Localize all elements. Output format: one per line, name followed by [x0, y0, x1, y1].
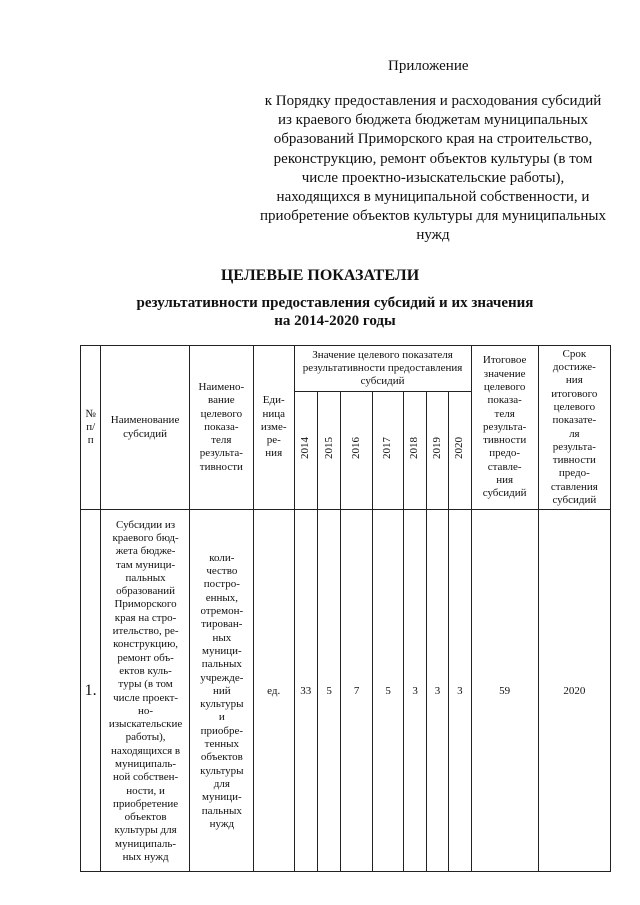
header-deadline-text	[539, 348, 610, 508]
header-deadline	[538, 346, 610, 510]
row-value-2014	[294, 510, 317, 872]
header-line: результа-	[483, 420, 527, 433]
text-line: культуры	[200, 698, 244, 711]
header-line: ля	[569, 427, 580, 440]
header-line: результа-	[552, 440, 596, 453]
year-label: 2017	[381, 437, 394, 460]
text-line: пальных	[125, 571, 166, 584]
text-line: культуры для	[114, 824, 177, 837]
year-label: 2016	[349, 437, 362, 460]
header-line: ния	[265, 447, 283, 460]
appendix-line: находящихся в муниципальной собственности, и	[276, 189, 590, 206]
text-line: учрежде-	[200, 671, 244, 684]
header-line: ставления	[550, 480, 598, 493]
text-line: чество	[206, 565, 238, 578]
header-num-line: п/	[86, 420, 96, 433]
row-indicator-name	[189, 510, 253, 872]
text-line: находящихся в	[111, 744, 181, 757]
header-line: достиже-	[552, 361, 596, 374]
text-line: нужд	[209, 817, 235, 830]
header-line: тивности	[199, 460, 243, 473]
text-line: числе проект-	[113, 691, 179, 704]
header-line: вание	[208, 394, 235, 407]
text-line: тирован-	[201, 618, 243, 631]
text-line: приобретение	[113, 797, 179, 810]
text-line: изыскательские	[108, 718, 183, 731]
text-line: объектов	[124, 811, 167, 824]
deadline-value: 2020	[563, 684, 586, 697]
row-deadline	[538, 510, 610, 872]
text-line: пальных	[201, 658, 242, 671]
header-line: целевого	[200, 407, 243, 420]
header-line: предо-	[558, 467, 590, 480]
row-value-2019	[426, 510, 448, 872]
header-line: Срок	[562, 347, 587, 360]
appendix-line: реконструкцию, ремонт объектов культуры (в том	[273, 150, 593, 167]
text-line: Субсидии из	[116, 518, 176, 531]
row-total	[471, 510, 538, 872]
total-value: 59	[499, 684, 511, 697]
header-year	[426, 392, 448, 510]
header-line: Наимено-	[198, 380, 245, 393]
row-value-2018	[404, 510, 426, 872]
header-line: изме-	[260, 420, 287, 433]
text-line: ной собствен-	[112, 771, 179, 784]
header-line: субсидий	[552, 493, 597, 506]
year-label: 2015	[322, 437, 335, 460]
header-num	[81, 346, 101, 510]
header-subsidy-name-text	[101, 414, 188, 441]
header-line: тивности	[552, 454, 596, 467]
text-line: отремон-	[200, 605, 244, 618]
header-year	[317, 392, 340, 510]
text-line: муници-	[202, 644, 242, 657]
header-line: ставле-	[487, 460, 522, 473]
header-line: целевого	[483, 380, 526, 393]
header-line: Итоговое	[482, 354, 527, 367]
header-value-group	[294, 346, 471, 392]
header-num-text	[81, 408, 100, 448]
header-line: результа-	[199, 447, 243, 460]
header-line: показате-	[552, 414, 597, 427]
row-value-2017	[372, 510, 404, 872]
year-value: 33	[300, 684, 312, 697]
text-line: ний	[213, 684, 231, 697]
header-year	[404, 392, 426, 510]
text-line: ных нужд	[122, 851, 169, 864]
table-row	[81, 510, 611, 872]
appendix-line: нужд	[416, 227, 450, 244]
header-line: ния	[496, 474, 514, 487]
text-line: но-	[138, 704, 154, 717]
header-subsidy-name	[101, 346, 189, 510]
unit-value: ед.	[267, 684, 281, 697]
text-line: ности, и	[126, 784, 165, 797]
header-unit	[253, 346, 294, 510]
text-line: приобре-	[200, 724, 244, 737]
header-line: теля	[494, 407, 515, 420]
appendix-line: к Порядку предоставления и расходования субсидий	[264, 93, 602, 109]
row-subsidy-name	[101, 510, 189, 872]
appendix-line: из краевого бюджета бюджетам муниципальных	[277, 112, 588, 129]
year-value: 5	[385, 684, 391, 697]
header-year	[294, 392, 317, 510]
header-line: целевого	[553, 400, 596, 413]
text-line: ных	[212, 631, 232, 644]
text-line: муници-	[202, 791, 242, 804]
header-line: предо-	[489, 447, 521, 460]
year-value: 5	[326, 684, 332, 697]
header-num-line: п	[87, 434, 94, 447]
text-line: ектов куль-	[119, 664, 172, 677]
text-line: культуры	[200, 764, 244, 777]
header-line: Еди-	[262, 394, 285, 407]
text-line: объектов	[200, 751, 243, 764]
text-line: образований	[116, 585, 175, 598]
appendix-line: приобретение объектов культуры для муниципальных	[260, 208, 606, 225]
header-num-line: №	[85, 407, 96, 420]
text-line: конструкцию,	[113, 638, 179, 651]
year-value: 7	[353, 684, 360, 697]
row-value-2016	[341, 510, 373, 872]
year-label: 2014	[299, 437, 312, 460]
appendix-line: образований Приморского края на строительство,	[273, 131, 593, 148]
indicators-table	[80, 345, 611, 872]
text-line: краевого бюд-	[112, 531, 179, 544]
text-line: работы),	[125, 731, 166, 744]
text-line: туры (в том	[118, 678, 173, 691]
text-line: муниципаль-	[115, 837, 177, 850]
header-year	[449, 392, 471, 510]
header-line: ния	[565, 374, 583, 387]
year-value: 3	[412, 684, 418, 697]
appendix-line: числе проектно-изыскательские работы),	[301, 169, 565, 186]
header-total-text	[472, 354, 538, 500]
document-title: ЦЕЛЕВЫЕ ПОКАЗАТЕЛИ	[220, 267, 420, 284]
header-unit-text	[254, 394, 294, 460]
row-value-2020	[449, 510, 471, 872]
table-header-row	[81, 346, 611, 392]
year-label: 2020	[453, 437, 466, 460]
header-line: ре-	[266, 434, 281, 447]
header-line: субсидий	[482, 487, 527, 500]
header-line: теля	[211, 434, 232, 447]
subtitle-line: результативности предоставления субсидий и их значения	[136, 295, 534, 311]
year-label: 2018	[408, 437, 421, 460]
header-year	[341, 392, 373, 510]
text-line: для	[213, 777, 230, 790]
header-year	[372, 392, 404, 510]
text-line: ремонт объ-	[117, 651, 174, 664]
header-line: итогового	[551, 387, 598, 400]
text-line: и	[218, 711, 225, 724]
subtitle-line: на 2014-2020 годы	[274, 313, 396, 329]
header-line: Значение целевого показателя	[312, 348, 453, 361]
header-indicator-name-text	[190, 381, 253, 474]
header-line: Наименование	[110, 414, 180, 427]
text-line: коли-	[209, 551, 235, 564]
text-line: тенных	[204, 738, 240, 751]
text-line: там муници-	[115, 558, 176, 571]
header-value-group-text	[295, 349, 471, 389]
row-value-2015	[317, 510, 340, 872]
year-value: 3	[434, 684, 441, 697]
text-line: пальных	[201, 804, 242, 817]
header-line: результативности предоставления	[302, 361, 463, 374]
text-line: енных,	[205, 591, 238, 604]
text-line: муниципаль-	[115, 757, 177, 770]
row-unit	[253, 510, 294, 872]
header-total	[471, 346, 538, 510]
header-line: субсидий	[123, 427, 167, 440]
text-line: постро-	[203, 578, 240, 591]
header-line: ница	[262, 407, 285, 420]
header-line: субсидий	[360, 375, 405, 388]
text-line: Приморского	[114, 598, 177, 611]
text-line: жета бюдже-	[115, 545, 176, 558]
year-value: 3	[457, 684, 463, 697]
year-label: 2019	[430, 437, 443, 460]
appendix-text	[255, 92, 611, 246]
row-number: 1.	[81, 510, 101, 872]
header-line: показа-	[487, 394, 522, 407]
header-line: показа-	[204, 420, 239, 433]
header-line: значение	[483, 367, 526, 380]
text-line: ительство, ре-	[112, 625, 179, 638]
text-line: края на стро-	[114, 611, 177, 624]
appendix-label: Приложение	[388, 58, 469, 74]
document-subtitle	[120, 294, 550, 330]
header-indicator-name	[189, 346, 253, 510]
header-line: тивности	[483, 434, 527, 447]
